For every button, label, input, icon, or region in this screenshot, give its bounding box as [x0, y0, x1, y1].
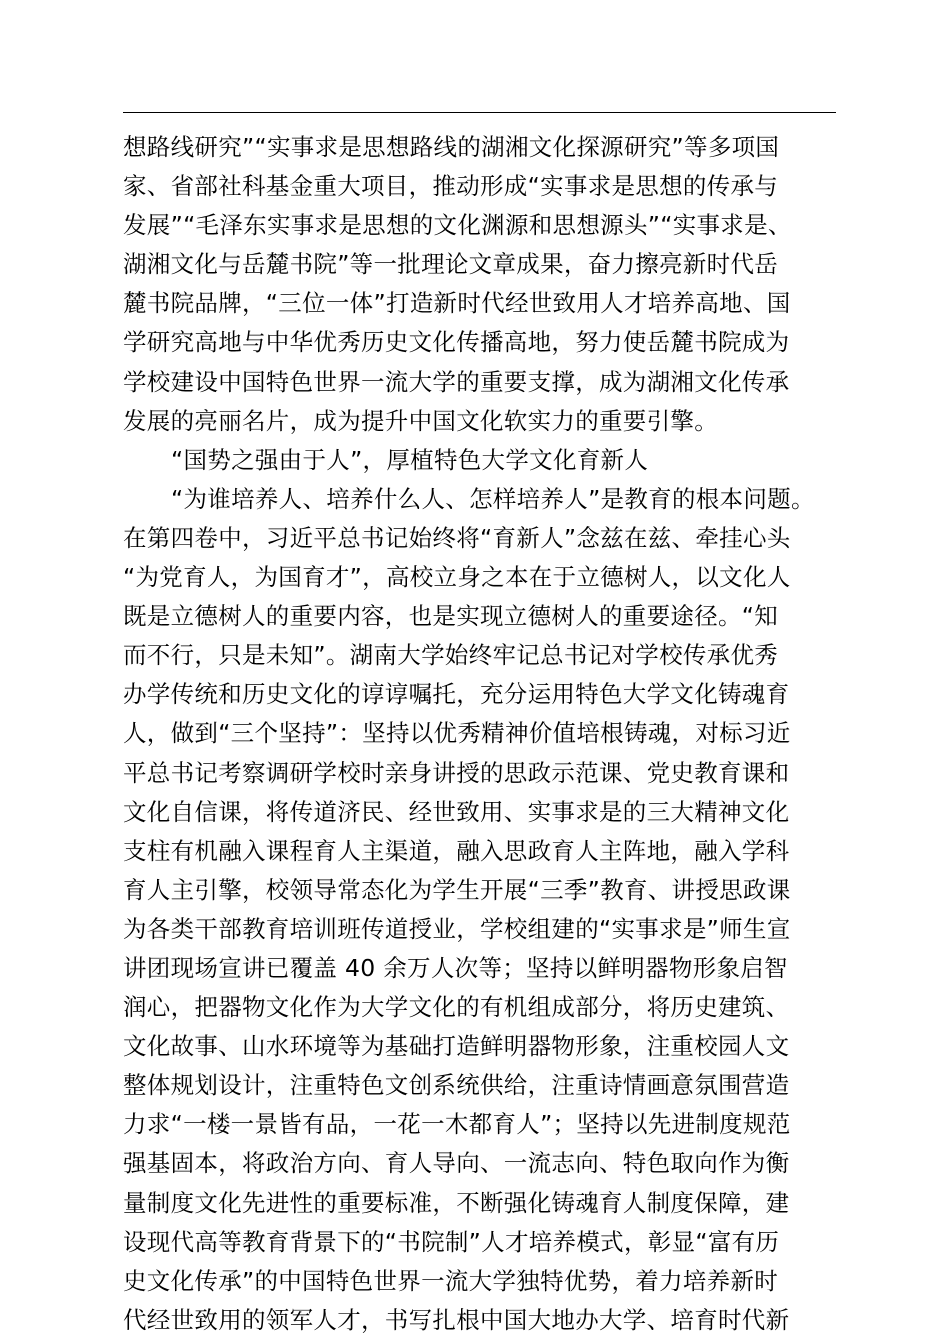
- text-line: 量制度文化先进性的重要标准，不断强化铸魂育人制度保障，建: [123, 1188, 790, 1217]
- paragraph-first-line: “为谁培养人、培养什么人、怎样培养人”是教育的根本问题。: [171, 484, 815, 513]
- text-line: 代经世致用的领军人才，书写扎根中国大地办大学、培育时代新: [123, 1305, 790, 1334]
- text-line: 讲团现场宣讲已覆盖 40 余万人次等；坚持以鲜明器物形象启智: [123, 953, 788, 982]
- text-line: 学研究高地与中华优秀历史文化传播高地，努力使岳麓书院成为: [123, 328, 790, 357]
- text-line: 发展的亮丽名片，成为提升中国文化软实力的重要引擎。: [123, 406, 718, 435]
- text-line: 润心，把器物文化作为大学文化的有机组成部分，将历史建筑、: [123, 993, 790, 1022]
- text-line: 而不行，只是未知”。湖南大学始终牢记总书记对学校传承优秀: [123, 641, 779, 670]
- text-line: 文化自信课，将传道济民、经世致用、实事求是的三大精神文化: [123, 797, 790, 826]
- text-line: 既是立德树人的重要内容，也是实现立德树人的重要途径。“知: [123, 602, 779, 631]
- document-body: [123, 128, 839, 1340]
- text-line: 支柱有机融入课程育人主渠道，融入思政育人主阵地，融入学科: [123, 836, 790, 865]
- text-line: 办学传统和历史文化的谆谆嘱托，充分运用特色大学文化铸魂育: [123, 680, 790, 709]
- text-line: 家、省部社科基金重大项目，推动形成“实事求是思想的传承与: [123, 172, 779, 201]
- text-line: 平总书记考察调研学校时亲身讲授的思政示范课、党史教育课和: [123, 758, 790, 787]
- text-line: 育人主引擎，校领导常态化为学生开展“三季”教育、讲授思政课: [123, 875, 791, 904]
- text-line: 史文化传承”的中国特色世界一流大学独特优势，着力培养新时: [123, 1266, 779, 1295]
- text-line: 在第四卷中，习近平总书记始终将“育新人”念兹在兹、牵挂心头: [123, 523, 791, 552]
- text-line: 强基固本，将政治方向、育人导向、一流志向、特色取向作为衡: [123, 1149, 790, 1178]
- section-heading: “国势之强由于人”，厚植特色大学文化育新人: [171, 445, 649, 474]
- text-line: 想路线研究”“实事求是思想路线的湖湘文化探源研究”等多项国: [123, 133, 780, 161]
- text-line: 整体规划设计，注重特色文创系统供给，注重诗情画意氛围营造: [123, 1071, 790, 1100]
- text-line: 力求“一楼一景皆有品，一花一木都育人”；坚持以先进制度规范: [123, 1110, 791, 1139]
- text-line: 文化故事、山水环境等为基础打造鲜明器物形象，注重校园人文: [123, 1032, 790, 1061]
- text-line: 为各类干部教育培训班传道授业，学校组建的“实事求是”师生宣: [123, 914, 791, 943]
- text-line: 设现代高等教育背景下的“书院制”人才培养模式，彰显“富有历: [123, 1227, 780, 1256]
- header-rule: [123, 112, 836, 113]
- text-line: 学校建设中国特色世界一流大学的重要支撑，成为湖湘文化传承: [123, 367, 790, 396]
- text-line: 湖湘文化与岳麓书院”等一批理论文章成果，奋力擦亮新时代岳: [123, 250, 779, 279]
- text-line: 发展”“毛泽东实事求是思想的文化渊源和思想源头”“实事求是、: [123, 211, 792, 240]
- text-line: 麓书院品牌，“三位一体”打造新时代经世致用人才培养高地、国: [123, 289, 791, 318]
- text-line: 人，做到“三个坚持”：坚持以优秀精神价值培根铸魂，对标习近: [123, 719, 791, 748]
- text-line: “为党育人，为国育才”，高校立身之本在于立德树人，以文化人: [123, 563, 791, 592]
